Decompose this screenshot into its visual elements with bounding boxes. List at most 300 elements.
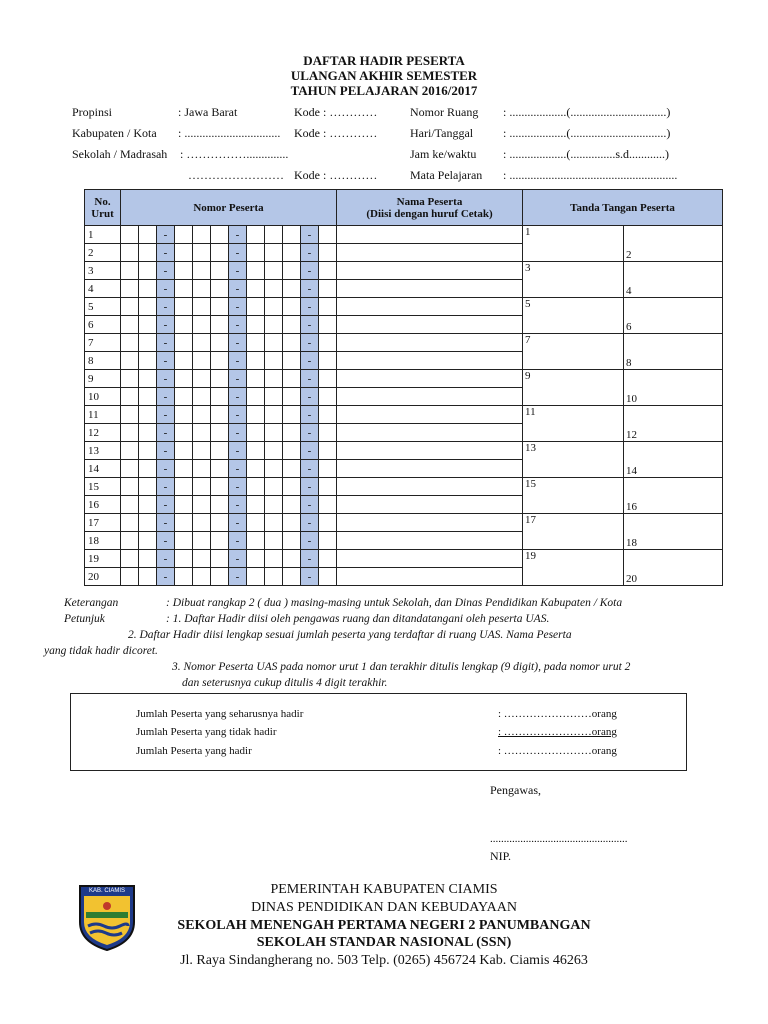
number-separator[interactable]: - (301, 352, 319, 370)
number-separator[interactable]: - (229, 550, 247, 568)
number-digit-cell[interactable] (247, 550, 265, 568)
number-digit-cell[interactable] (139, 550, 157, 568)
number-separator[interactable]: - (157, 352, 175, 370)
number-separator[interactable]: - (229, 406, 247, 424)
number-separator[interactable]: - (301, 424, 319, 442)
number-digit-cell[interactable] (175, 280, 193, 298)
signature-cell-even[interactable] (624, 442, 723, 478)
number-digit-cell[interactable] (121, 442, 139, 460)
signature-cell-odd[interactable] (523, 514, 624, 550)
number-digit-cell[interactable] (319, 460, 337, 478)
signature-number: 17 (525, 514, 536, 526)
number-digit-cell[interactable] (121, 298, 139, 316)
number-separator[interactable]: - (229, 424, 247, 442)
number-digit-cell[interactable] (283, 244, 301, 262)
number-digit-cell[interactable] (211, 424, 229, 442)
number-digit-cell[interactable] (175, 370, 193, 388)
number-digit-cell[interactable] (139, 316, 157, 334)
number-digit-cell[interactable] (211, 316, 229, 334)
name-cell[interactable] (337, 298, 523, 316)
number-digit-cell[interactable] (139, 514, 157, 532)
number-digit-cell[interactable] (193, 280, 211, 298)
number-digit-cell[interactable] (175, 496, 193, 514)
number-separator[interactable]: - (301, 478, 319, 496)
number-digit-cell[interactable] (193, 352, 211, 370)
number-digit-cell[interactable] (211, 352, 229, 370)
kode-2: Kode : ………… (294, 126, 378, 140)
row-number: 12 (85, 424, 121, 442)
number-separator[interactable]: - (229, 496, 247, 514)
number-digit-cell[interactable] (319, 334, 337, 352)
footer-line-1: PEMERINTAH KABUPATEN CIAMIS (270, 882, 498, 897)
number-digit-cell[interactable] (265, 244, 283, 262)
jam-value: : ...................(...............s.d............) (503, 147, 669, 161)
number-digit-cell[interactable] (247, 442, 265, 460)
row-number: 8 (85, 352, 121, 370)
number-digit-cell[interactable] (139, 424, 157, 442)
name-cell[interactable] (337, 550, 523, 568)
name-cell[interactable] (337, 370, 523, 388)
number-digit-cell[interactable] (211, 496, 229, 514)
table-row (85, 298, 723, 316)
number-digit-cell[interactable] (175, 514, 193, 532)
signature-cell-even[interactable] (624, 226, 723, 262)
number-digit-cell[interactable] (319, 280, 337, 298)
number-digit-cell[interactable] (211, 280, 229, 298)
number-digit-cell[interactable] (121, 280, 139, 298)
number-separator[interactable]: - (157, 478, 175, 496)
number-separator[interactable]: - (301, 262, 319, 280)
number-digit-cell[interactable] (193, 298, 211, 316)
name-cell[interactable] (337, 568, 523, 586)
number-digit-cell[interactable] (265, 226, 283, 244)
number-digit-cell[interactable] (139, 496, 157, 514)
number-digit-cell[interactable] (319, 442, 337, 460)
number-digit-cell[interactable] (319, 262, 337, 280)
number-separator[interactable]: - (229, 280, 247, 298)
number-digit-cell[interactable] (175, 460, 193, 478)
number-separator[interactable]: - (157, 388, 175, 406)
number-digit-cell[interactable] (283, 334, 301, 352)
number-digit-cell[interactable] (121, 316, 139, 334)
name-cell[interactable] (337, 352, 523, 370)
number-separator[interactable]: - (229, 370, 247, 388)
number-digit-cell[interactable] (265, 352, 283, 370)
number-digit-cell[interactable] (283, 226, 301, 244)
number-digit-cell[interactable] (283, 478, 301, 496)
number-digit-cell[interactable] (247, 388, 265, 406)
number-digit-cell[interactable] (121, 514, 139, 532)
number-digit-cell[interactable] (193, 334, 211, 352)
number-digit-cell[interactable] (193, 424, 211, 442)
number-separator[interactable]: - (157, 532, 175, 550)
number-digit-cell[interactable] (319, 532, 337, 550)
number-digit-cell[interactable] (265, 298, 283, 316)
number-digit-cell[interactable] (319, 568, 337, 586)
number-separator[interactable]: - (301, 568, 319, 586)
name-cell[interactable] (337, 388, 523, 406)
name-cell[interactable] (337, 496, 523, 514)
number-digit-cell[interactable] (319, 478, 337, 496)
number-separator[interactable]: - (157, 334, 175, 352)
nomor-ruang-value: : ...................(................................) (503, 105, 671, 119)
number-digit-cell[interactable] (319, 424, 337, 442)
name-cell[interactable] (337, 334, 523, 352)
name-cell[interactable] (337, 406, 523, 424)
number-separator[interactable]: - (157, 280, 175, 298)
number-separator[interactable]: - (229, 226, 247, 244)
number-separator[interactable]: - (301, 334, 319, 352)
number-digit-cell[interactable] (247, 262, 265, 280)
number-separator[interactable]: - (157, 244, 175, 262)
number-digit-cell[interactable] (175, 226, 193, 244)
number-digit-cell[interactable] (211, 298, 229, 316)
number-digit-cell[interactable] (175, 406, 193, 424)
number-digit-cell[interactable] (139, 388, 157, 406)
number-digit-cell[interactable] (211, 550, 229, 568)
number-digit-cell[interactable] (319, 244, 337, 262)
number-digit-cell[interactable] (193, 442, 211, 460)
number-digit-cell[interactable] (193, 550, 211, 568)
number-digit-cell[interactable] (283, 352, 301, 370)
number-digit-cell[interactable] (175, 424, 193, 442)
number-separator[interactable]: - (301, 388, 319, 406)
number-separator[interactable]: - (301, 496, 319, 514)
number-separator[interactable]: - (301, 442, 319, 460)
number-digit-cell[interactable] (247, 226, 265, 244)
number-digit-cell[interactable] (139, 244, 157, 262)
number-separator[interactable]: - (157, 316, 175, 334)
number-digit-cell[interactable] (175, 478, 193, 496)
row-number: 18 (85, 532, 121, 550)
signature-cell-odd[interactable] (523, 226, 624, 262)
number-digit-cell[interactable] (265, 514, 283, 532)
propinsi-value: : Jawa Barat (178, 105, 238, 119)
number-digit-cell[interactable] (283, 424, 301, 442)
number-digit-cell[interactable] (193, 370, 211, 388)
signature-cell-even[interactable] (624, 262, 723, 298)
number-separator[interactable]: - (301, 298, 319, 316)
number-digit-cell[interactable] (139, 568, 157, 586)
number-digit-cell[interactable] (121, 496, 139, 514)
number-separator[interactable]: - (229, 334, 247, 352)
name-cell[interactable] (337, 532, 523, 550)
number-digit-cell[interactable] (319, 370, 337, 388)
name-cell[interactable] (337, 514, 523, 532)
number-digit-cell[interactable] (211, 460, 229, 478)
signature-cell-even[interactable] (624, 334, 723, 370)
number-digit-cell[interactable] (121, 532, 139, 550)
number-digit-cell[interactable] (211, 442, 229, 460)
number-separator[interactable]: - (157, 550, 175, 568)
number-digit-cell[interactable] (283, 406, 301, 424)
signature-cell-even[interactable] (624, 406, 723, 442)
number-digit-cell[interactable] (265, 316, 283, 334)
name-cell[interactable] (337, 478, 523, 496)
number-digit-cell[interactable] (265, 334, 283, 352)
keterangan-text: : Dibuat rangkap 2 ( dua ) masing-masing untuk Sekolah, dan Dinas Pendidikan Kabupaten / Kota (166, 597, 623, 609)
number-digit-cell[interactable] (211, 388, 229, 406)
number-digit-cell[interactable] (121, 226, 139, 244)
number-digit-cell[interactable] (175, 298, 193, 316)
number-digit-cell[interactable] (193, 514, 211, 532)
number-separator[interactable]: - (157, 226, 175, 244)
number-digit-cell[interactable] (139, 352, 157, 370)
number-digit-cell[interactable] (247, 568, 265, 586)
number-digit-cell[interactable] (193, 460, 211, 478)
number-digit-cell[interactable] (265, 280, 283, 298)
number-digit-cell[interactable] (121, 352, 139, 370)
number-digit-cell[interactable] (175, 568, 193, 586)
number-digit-cell[interactable] (175, 532, 193, 550)
number-digit-cell[interactable] (139, 442, 157, 460)
number-digit-cell[interactable] (121, 262, 139, 280)
number-digit-cell[interactable] (139, 370, 157, 388)
number-digit-cell[interactable] (247, 514, 265, 532)
number-separator[interactable]: - (301, 244, 319, 262)
number-digit-cell[interactable] (211, 532, 229, 550)
number-digit-cell[interactable] (247, 280, 265, 298)
number-digit-cell[interactable] (319, 496, 337, 514)
number-separator[interactable]: - (229, 460, 247, 478)
signature-cell-odd[interactable] (523, 442, 624, 478)
signature-cell-odd[interactable] (523, 298, 624, 334)
number-digit-cell[interactable] (175, 262, 193, 280)
number-digit-cell[interactable] (283, 442, 301, 460)
number-digit-cell[interactable] (211, 262, 229, 280)
number-digit-cell[interactable] (175, 442, 193, 460)
signature-cell-odd[interactable] (523, 478, 624, 514)
number-digit-cell[interactable] (319, 514, 337, 532)
number-digit-cell[interactable] (139, 334, 157, 352)
signature-number: 5 (525, 298, 531, 310)
signature-cell-odd[interactable] (523, 262, 624, 298)
number-digit-cell[interactable] (265, 370, 283, 388)
number-separator[interactable]: - (157, 298, 175, 316)
number-separator[interactable]: - (301, 226, 319, 244)
number-separator[interactable]: - (157, 424, 175, 442)
number-digit-cell[interactable] (139, 532, 157, 550)
number-separator[interactable]: - (229, 262, 247, 280)
name-cell[interactable] (337, 226, 523, 244)
number-separator[interactable]: - (301, 406, 319, 424)
number-digit-cell[interactable] (193, 316, 211, 334)
number-digit-cell[interactable] (319, 550, 337, 568)
number-digit-cell[interactable] (139, 460, 157, 478)
number-digit-cell[interactable] (175, 316, 193, 334)
number-digit-cell[interactable] (247, 532, 265, 550)
number-digit-cell[interactable] (319, 352, 337, 370)
number-digit-cell[interactable] (247, 496, 265, 514)
number-digit-cell[interactable] (265, 532, 283, 550)
number-separator[interactable]: - (229, 442, 247, 460)
number-digit-cell[interactable] (211, 370, 229, 388)
number-digit-cell[interactable] (175, 334, 193, 352)
number-digit-cell[interactable] (319, 406, 337, 424)
name-cell[interactable] (337, 442, 523, 460)
number-digit-cell[interactable] (319, 316, 337, 334)
signature-cell-even[interactable] (624, 550, 723, 586)
number-digit-cell[interactable] (193, 406, 211, 424)
number-digit-cell[interactable] (139, 406, 157, 424)
number-digit-cell[interactable] (283, 262, 301, 280)
number-digit-cell[interactable] (121, 334, 139, 352)
number-digit-cell[interactable] (283, 550, 301, 568)
number-digit-cell[interactable] (211, 514, 229, 532)
number-separator[interactable]: - (229, 244, 247, 262)
number-digit-cell[interactable] (247, 352, 265, 370)
number-separator[interactable]: - (301, 514, 319, 532)
signature-cell-even[interactable] (624, 298, 723, 334)
number-digit-cell[interactable] (265, 478, 283, 496)
number-digit-cell[interactable] (175, 352, 193, 370)
number-digit-cell[interactable] (265, 550, 283, 568)
row-number: 2 (85, 244, 121, 262)
number-separator[interactable]: - (157, 460, 175, 478)
number-digit-cell[interactable] (211, 406, 229, 424)
number-separator[interactable]: - (157, 496, 175, 514)
number-digit-cell[interactable] (283, 298, 301, 316)
number-digit-cell[interactable] (193, 244, 211, 262)
number-digit-cell[interactable] (283, 280, 301, 298)
number-digit-cell[interactable] (211, 334, 229, 352)
number-digit-cell[interactable] (121, 478, 139, 496)
number-digit-cell[interactable] (121, 244, 139, 262)
number-digit-cell[interactable] (265, 262, 283, 280)
signature-cell-odd[interactable] (523, 334, 624, 370)
name-cell[interactable] (337, 262, 523, 280)
number-separator[interactable]: - (157, 406, 175, 424)
number-digit-cell[interactable] (121, 460, 139, 478)
number-digit-cell[interactable] (319, 298, 337, 316)
number-separator[interactable]: - (301, 370, 319, 388)
signature-number: 15 (525, 478, 536, 490)
number-digit-cell[interactable] (265, 568, 283, 586)
number-digit-cell[interactable] (193, 532, 211, 550)
name-cell[interactable] (337, 460, 523, 478)
name-cell[interactable] (337, 424, 523, 442)
signature-cell-even[interactable] (624, 478, 723, 514)
number-digit-cell[interactable] (175, 388, 193, 406)
number-digit-cell[interactable] (211, 244, 229, 262)
number-digit-cell[interactable] (211, 568, 229, 586)
number-digit-cell[interactable] (247, 424, 265, 442)
number-digit-cell[interactable] (265, 406, 283, 424)
name-cell[interactable] (337, 244, 523, 262)
signature-cell-odd[interactable] (523, 406, 624, 442)
number-digit-cell[interactable] (139, 280, 157, 298)
number-digit-cell[interactable] (283, 532, 301, 550)
footer-line-4: SEKOLAH STANDAR NASIONAL (SSN) (256, 935, 512, 950)
signature-cell-even[interactable] (624, 370, 723, 406)
petunjuk-3a: 3. Nomor Peserta UAS pada nomor urut 1 dan terakhir ditulis lengkap (9 digit), pada nomor urut 2 (172, 661, 631, 673)
number-digit-cell[interactable] (139, 298, 157, 316)
number-separator[interactable]: - (157, 262, 175, 280)
number-digit-cell[interactable] (121, 424, 139, 442)
petunjuk-1: : 1. Daftar Hadir diisi oleh pengawas ruang dan ditandatangani oleh peserta UAS. (166, 613, 550, 625)
number-digit-cell[interactable] (193, 496, 211, 514)
number-digit-cell[interactable] (247, 334, 265, 352)
number-separator[interactable]: - (229, 316, 247, 334)
signature-number: 7 (525, 334, 531, 346)
number-separator[interactable]: - (301, 532, 319, 550)
number-digit-cell[interactable] (211, 226, 229, 244)
number-separator[interactable]: - (229, 298, 247, 316)
number-digit-cell[interactable] (283, 496, 301, 514)
number-separator[interactable]: - (157, 568, 175, 586)
number-digit-cell[interactable] (211, 478, 229, 496)
signature-cell-even[interactable] (624, 514, 723, 550)
number-digit-cell[interactable] (139, 226, 157, 244)
name-cell[interactable] (337, 316, 523, 334)
number-digit-cell[interactable] (265, 442, 283, 460)
number-digit-cell[interactable] (247, 298, 265, 316)
number-digit-cell[interactable] (283, 370, 301, 388)
number-separator[interactable]: - (157, 370, 175, 388)
number-digit-cell[interactable] (121, 568, 139, 586)
number-digit-cell[interactable] (193, 226, 211, 244)
number-digit-cell[interactable] (175, 244, 193, 262)
number-separator[interactable]: - (157, 442, 175, 460)
number-digit-cell[interactable] (121, 370, 139, 388)
number-separator[interactable]: - (301, 550, 319, 568)
number-digit-cell[interactable] (193, 478, 211, 496)
row-number: 10 (85, 388, 121, 406)
number-separator[interactable]: - (229, 532, 247, 550)
number-digit-cell[interactable] (193, 262, 211, 280)
number-digit-cell[interactable] (283, 514, 301, 532)
number-digit-cell[interactable] (247, 370, 265, 388)
number-separator[interactable]: - (229, 478, 247, 496)
number-digit-cell[interactable] (193, 388, 211, 406)
number-digit-cell[interactable] (139, 262, 157, 280)
number-digit-cell[interactable] (247, 316, 265, 334)
number-digit-cell[interactable] (139, 478, 157, 496)
number-digit-cell[interactable] (265, 496, 283, 514)
number-digit-cell[interactable] (319, 226, 337, 244)
number-digit-cell[interactable] (319, 388, 337, 406)
number-digit-cell[interactable] (283, 316, 301, 334)
number-digit-cell[interactable] (121, 406, 139, 424)
number-digit-cell[interactable] (247, 244, 265, 262)
signature-cell-odd[interactable] (523, 550, 624, 586)
number-digit-cell[interactable] (265, 388, 283, 406)
number-digit-cell[interactable] (265, 424, 283, 442)
number-digit-cell[interactable] (247, 478, 265, 496)
signature-number: 1 (525, 226, 531, 238)
number-digit-cell[interactable] (283, 568, 301, 586)
number-separator[interactable]: - (157, 514, 175, 532)
signature-cell-odd[interactable] (523, 370, 624, 406)
number-digit-cell[interactable] (175, 550, 193, 568)
number-separator[interactable]: - (301, 316, 319, 334)
number-digit-cell[interactable] (247, 460, 265, 478)
number-separator[interactable]: - (229, 568, 247, 586)
number-digit-cell[interactable] (265, 460, 283, 478)
number-digit-cell[interactable] (121, 550, 139, 568)
name-cell[interactable] (337, 280, 523, 298)
number-separator[interactable]: - (229, 352, 247, 370)
number-separator[interactable]: - (229, 388, 247, 406)
number-separator[interactable]: - (229, 514, 247, 532)
number-digit-cell[interactable] (283, 388, 301, 406)
number-separator[interactable]: - (301, 280, 319, 298)
number-digit-cell[interactable] (193, 568, 211, 586)
number-separator[interactable]: - (301, 460, 319, 478)
number-digit-cell[interactable] (247, 406, 265, 424)
number-digit-cell[interactable] (121, 388, 139, 406)
number-digit-cell[interactable] (283, 460, 301, 478)
